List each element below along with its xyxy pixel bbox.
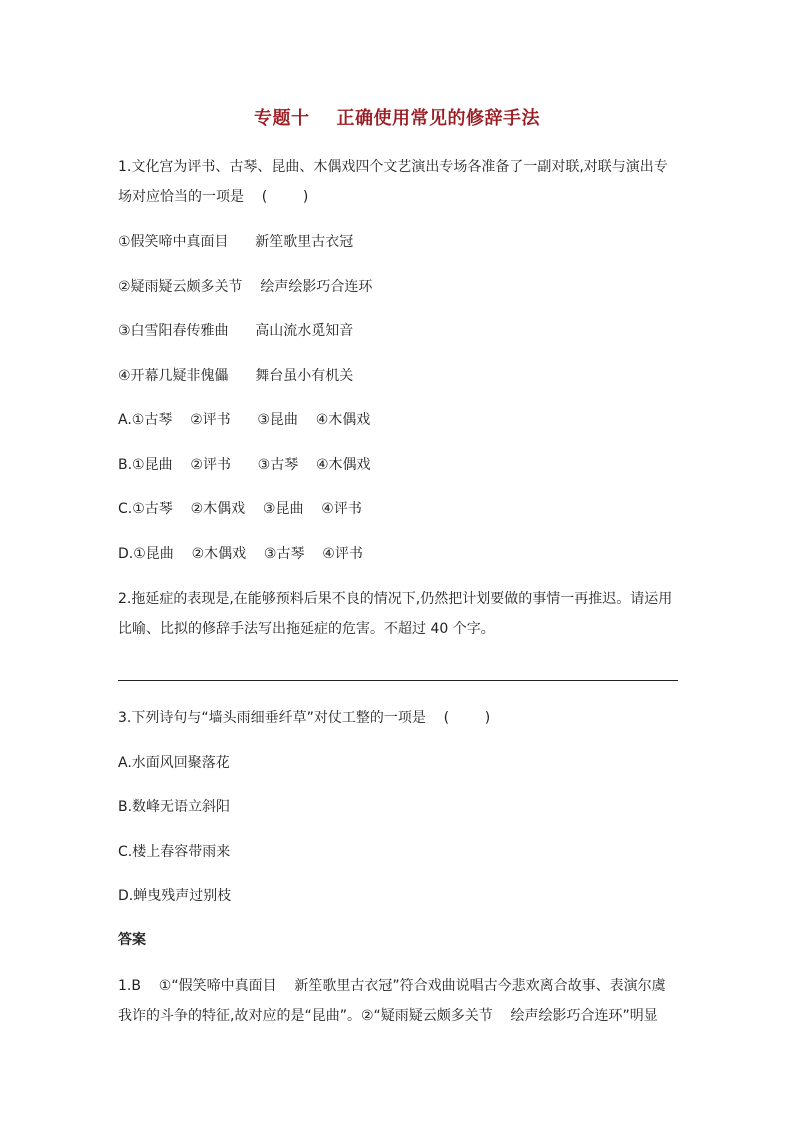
q2-stem-line1: 2.拖延症的表现是,在能够预料后果不良的情况下,仍然把计划要做的事情一再推迟。请运用 bbox=[118, 591, 673, 607]
q1-option-b: B.①昆曲 ②评书 ③古琴 ④木偶戏 bbox=[118, 457, 371, 473]
q1-couplet-2: ②疑雨疑云颇多关节 绘声绘影巧合连环 bbox=[118, 279, 373, 295]
q1-couplet-4: ④开幕几疑非傀儡 舞台虽小有机关 bbox=[118, 368, 354, 384]
q1-option-c: C.①古琴 ②木偶戏 ③昆曲 ④评书 bbox=[118, 501, 362, 517]
page-title: 专题十 正确使用常见的修辞手法 bbox=[253, 108, 541, 129]
q3-option-a: A.水面风回聚落花 bbox=[118, 755, 230, 771]
q3-stem: 3.下列诗句与“墙头雨细垂纤草”对仗工整的一项是 ( ) bbox=[118, 710, 491, 726]
q1-couplet-1: ①假笑啼中真面目 新笙歌里古衣冠 bbox=[118, 234, 354, 250]
q3-option-c: C.楼上春容带雨来 bbox=[118, 844, 231, 860]
q3-option-d: D.蝉曳残声过别枝 bbox=[118, 888, 232, 904]
q2-stem-line2: 比喻、比拟的修辞手法写出拖延症的危害。不超过 40 个字。 bbox=[118, 621, 495, 637]
q1-option-d: D.①昆曲 ②木偶戏 ③古琴 ④评书 bbox=[118, 546, 363, 562]
q3-option-b: B.数峰无语立斜阳 bbox=[118, 799, 231, 815]
q1-stem-line2: 场对应恰当的一项是 ( ) bbox=[118, 189, 309, 205]
q2-answer-blank-line bbox=[118, 680, 678, 681]
answers-heading: 答案 bbox=[118, 932, 146, 948]
answer-line-2: 我诈的斗争的特征,故对应的是“昆曲”。②“疑雨疑云颇多关节 绘声绘影巧合连环”明显 bbox=[118, 1008, 658, 1024]
answer-line-1: 1.B ①“假笑啼中真面目 新笙歌里古衣冠”符合戏曲说唱古今悲欢离合故事、表演尔虞 bbox=[118, 978, 666, 994]
q1-stem-line1: 1.文化宫为评书、古琴、昆曲、木偶戏四个文艺演出专场各准备了一副对联,对联与演出专 bbox=[118, 159, 668, 175]
q1-couplet-3: ③白雪阳春传雅曲 高山流水觅知音 bbox=[118, 323, 354, 339]
q1-option-a: A.①古琴 ②评书 ③昆曲 ④木偶戏 bbox=[118, 412, 371, 428]
